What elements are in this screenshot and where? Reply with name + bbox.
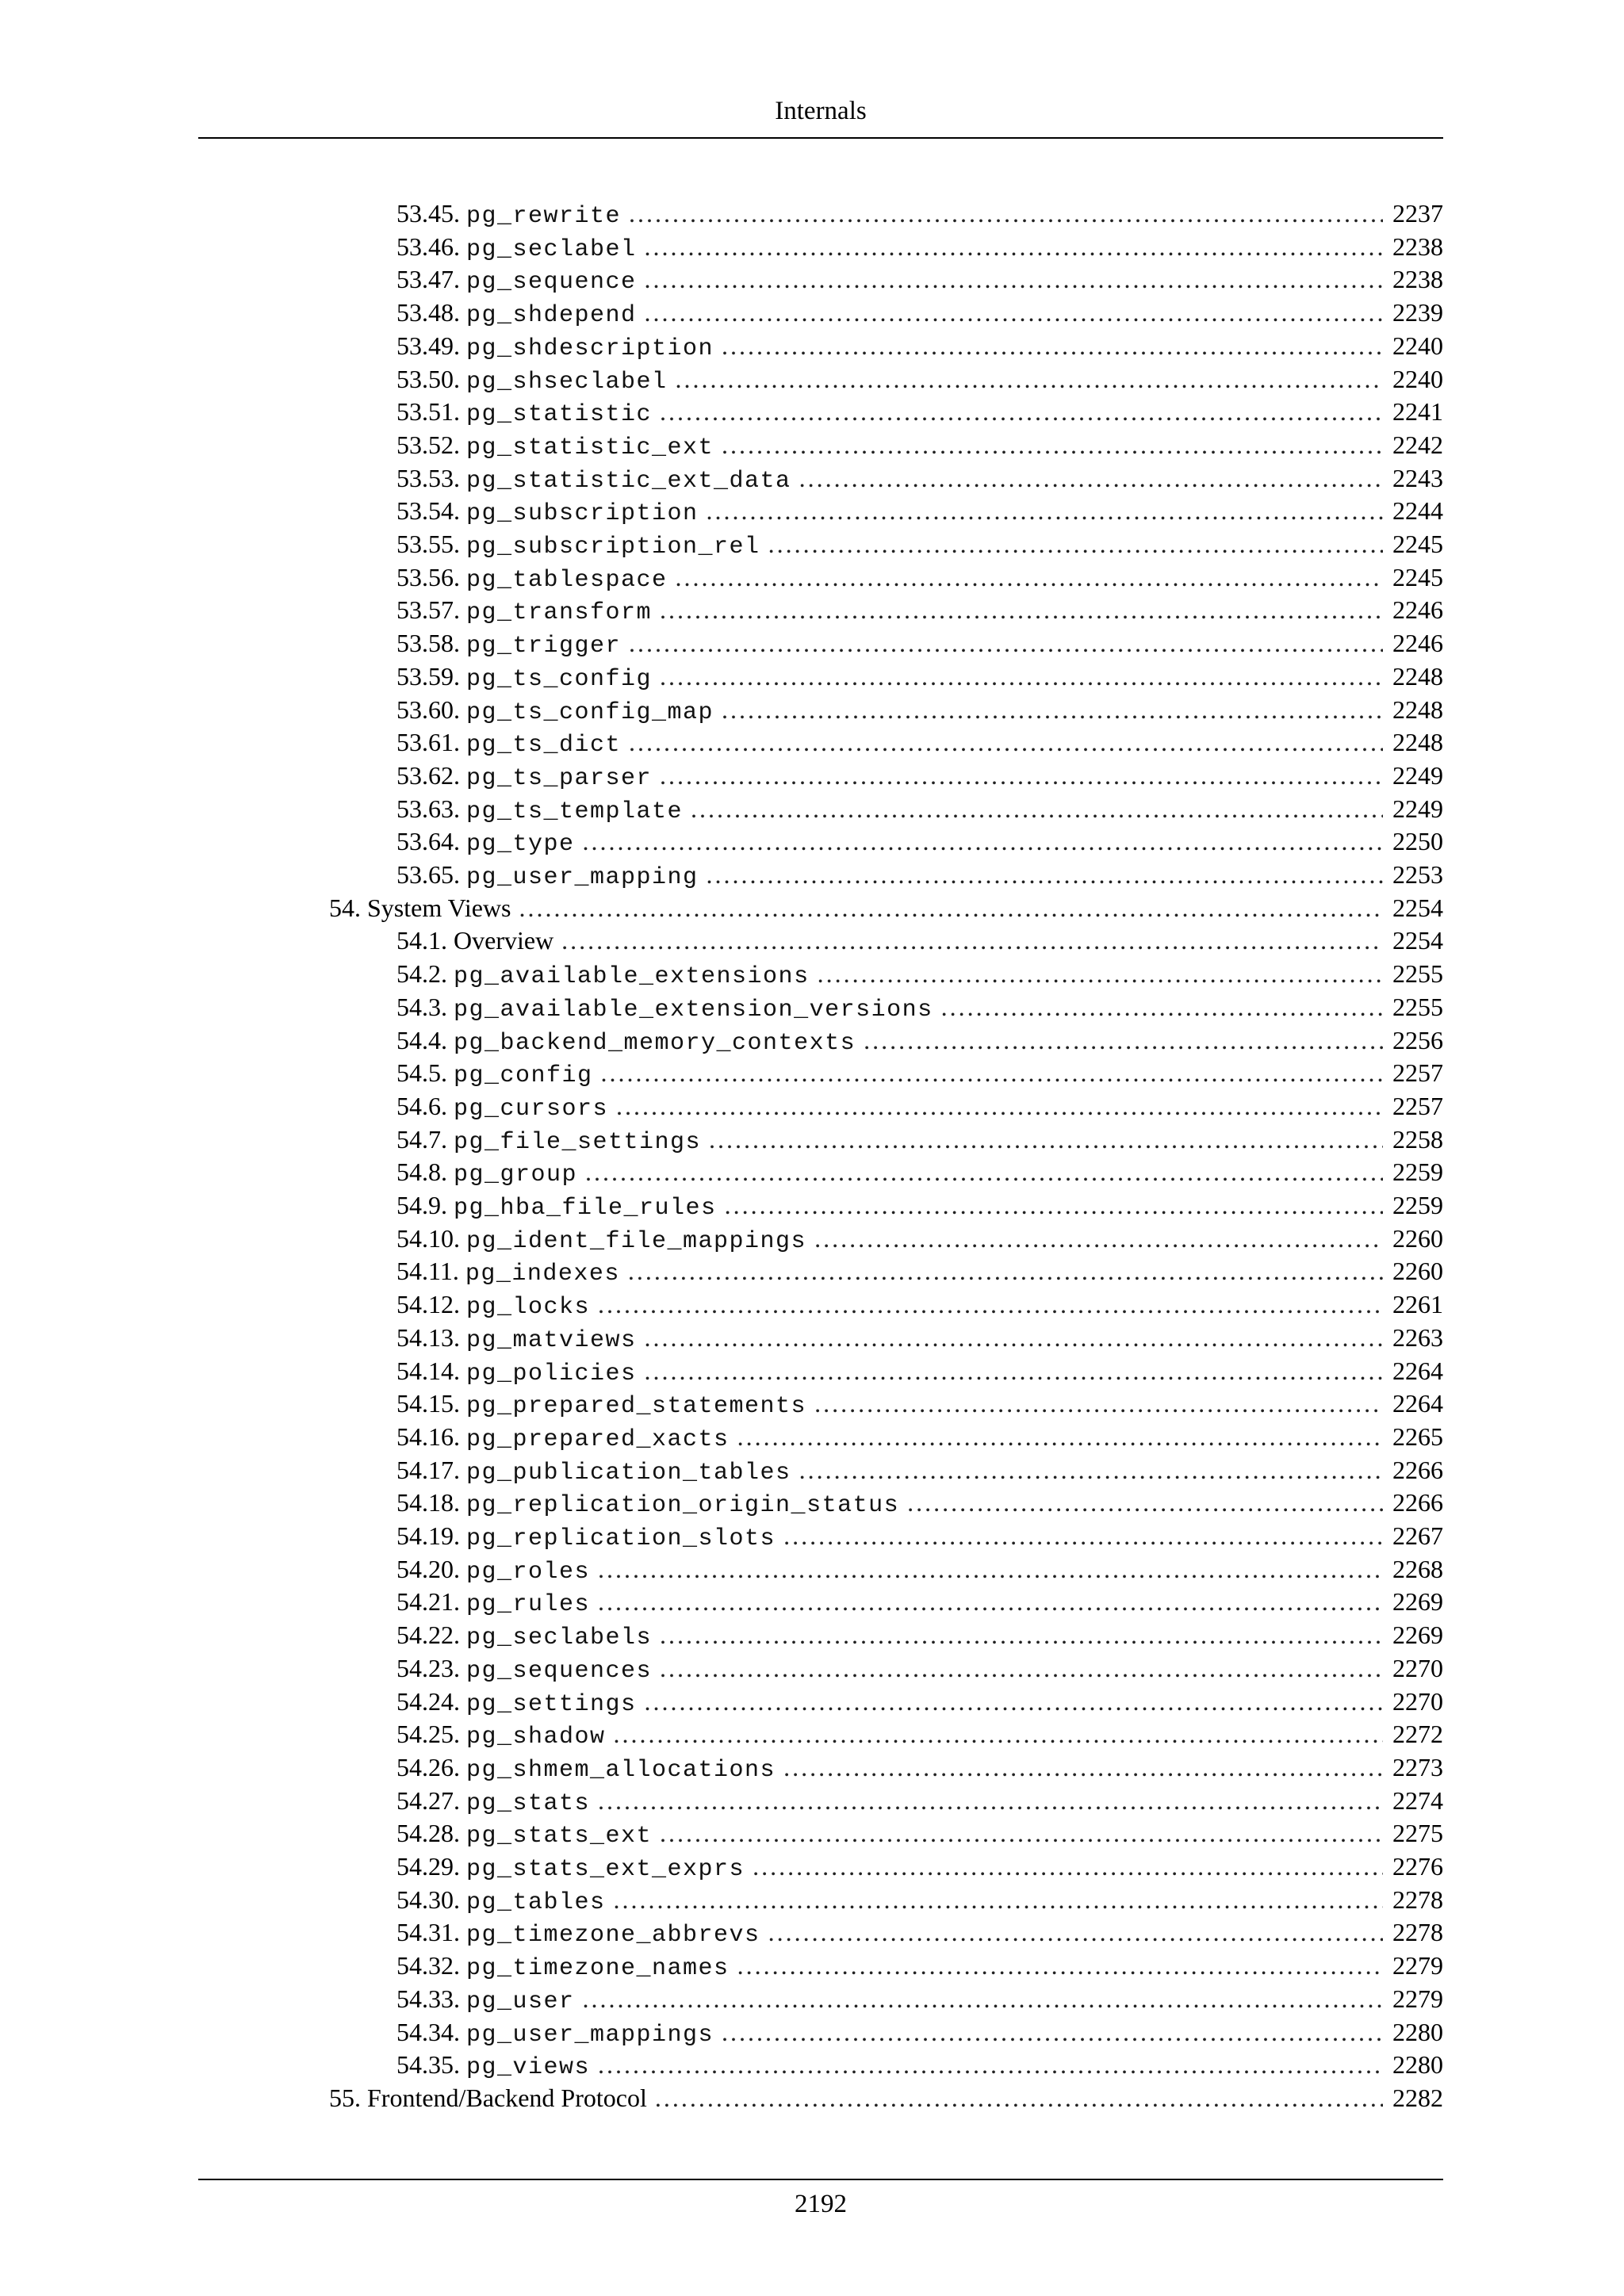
dot-leader [799, 1454, 1383, 1487]
toc-entry-page-number[interactable]: 2248 [1392, 728, 1443, 757]
toc-entry-page-number[interactable]: 2270 [1392, 1653, 1443, 1682]
toc-entry-number: 54.6. [396, 1091, 447, 1120]
toc-entry-page-number[interactable]: 2246 [1392, 629, 1443, 658]
dot-leader [583, 1983, 1383, 2016]
toc-entry-title[interactable]: pg_transform [466, 599, 653, 627]
toc-entry-title[interactable]: pg_tablespace [466, 566, 668, 594]
toc-entry[interactable] [396, 1024, 1443, 1058]
toc-entry-page-number[interactable]: 2244 [1392, 496, 1443, 526]
toc-entry[interactable] [396, 1189, 1443, 1223]
toc-entry[interactable] [396, 197, 1443, 231]
dot-leader [660, 760, 1383, 793]
toc-entry-page-number[interactable]: 2239 [1392, 298, 1443, 327]
toc-entry-title[interactable]: pg_shdescription [466, 335, 714, 362]
toc-entry-number: 54.8. [396, 1158, 447, 1187]
dot-leader [941, 991, 1383, 1024]
toc-entry[interactable] [396, 1090, 1443, 1123]
page-number: 2192 [795, 2190, 847, 2218]
dot-leader [629, 197, 1383, 231]
toc-entry-number: 53.65. [396, 860, 460, 889]
dot-leader [629, 627, 1383, 660]
toc-entry-number: 54.31. [396, 1918, 460, 1947]
toc-entry-number: 54.28. [396, 1819, 460, 1848]
dot-leader [737, 1421, 1383, 1454]
toc-entry-number: 54.32. [396, 1951, 460, 1980]
toc-entry-number: 54.20. [396, 1554, 460, 1583]
dot-leader [864, 1024, 1383, 1058]
toc-entry[interactable] [396, 1983, 1443, 2016]
header-rule [198, 137, 1443, 139]
toc-entry-title[interactable]: pg_backend_memory_contexts [454, 1029, 856, 1057]
toc-entry-title[interactable]: pg_seclabels [466, 1624, 653, 1652]
toc-entry[interactable] [396, 1785, 1443, 1818]
toc-entry-title[interactable]: pg_trigger [466, 633, 622, 660]
dot-leader [768, 528, 1383, 561]
toc-entry-page-number[interactable]: 2269 [1392, 1587, 1443, 1617]
toc-entry-number: 53.56. [396, 562, 460, 591]
toc-entry-title[interactable]: pg_available_extensions [454, 963, 810, 991]
toc-entry-page-number[interactable]: 2245 [1392, 530, 1443, 558]
toc-entry-title[interactable]: pg_stats_ext_exprs [466, 1856, 745, 1883]
dot-leader [707, 495, 1383, 528]
dot-leader [737, 1950, 1383, 1983]
toc-entry-number: 54.7. [396, 1124, 447, 1154]
toc-entry-title[interactable]: pg_shseclabel [466, 368, 668, 396]
toc-entry[interactable] [396, 1387, 1443, 1421]
toc-entry[interactable] [396, 363, 1443, 396]
toc-entry[interactable] [396, 1652, 1443, 1686]
dot-leader [616, 1090, 1383, 1123]
toc-entry-number: 53.52. [396, 430, 460, 459]
toc-entry-title[interactable]: pg_publication_tables [466, 1459, 791, 1487]
toc-entry-page-number[interactable]: 2260 [1392, 1257, 1443, 1286]
dot-leader [645, 263, 1383, 297]
toc-entry[interactable] [396, 462, 1443, 496]
toc-entry-number: 54.12. [396, 1290, 460, 1319]
toc-entry-page-number[interactable]: 2254 [1392, 926, 1443, 955]
footer-rule [198, 2179, 1443, 2180]
toc-entry-number: 53.53. [396, 463, 460, 492]
dot-leader [645, 1322, 1383, 1355]
toc-entry-title[interactable]: pg_subscription [466, 500, 699, 528]
toc-entry-page-number[interactable]: 2237 [1392, 199, 1443, 228]
toc-entry-title[interactable]: pg_ts_config_map [466, 698, 714, 726]
dot-leader [583, 825, 1383, 859]
toc-entry-title[interactable]: pg_user_mappings [466, 2021, 714, 2049]
toc-entry-number: 54.33. [396, 1984, 460, 2013]
toc-entry-number: 54.34. [396, 2017, 460, 2046]
toc-entry-title[interactable]: pg_file_settings [454, 1128, 702, 1156]
toc-entry-title[interactable]: pg_prepared_statements [466, 1393, 807, 1421]
dot-leader [722, 2016, 1383, 2049]
toc-entry-title[interactable]: pg_seclabel [466, 235, 637, 263]
toc-entry-title[interactable]: pg_views [466, 2054, 591, 2082]
toc-entry-page-number[interactable]: 2274 [1392, 1785, 1443, 1815]
dot-leader [722, 429, 1383, 462]
dot-leader [629, 726, 1383, 760]
toc-entry[interactable] [396, 1355, 1443, 1388]
toc-entry-page-number[interactable]: 2248 [1392, 695, 1443, 724]
dot-leader [645, 231, 1383, 264]
toc-entry[interactable] [396, 1223, 1443, 1256]
toc-entry-title[interactable]: Frontend/Backend Protocol [367, 2083, 647, 2112]
toc-entry-title[interactable]: pg_replication_slots [466, 1525, 776, 1552]
toc-entry-title[interactable]: pg_rules [466, 1591, 591, 1619]
toc-entry-page-number[interactable]: 2256 [1392, 1025, 1443, 1054]
toc-entry-page-number[interactable]: 2264 [1392, 1389, 1443, 1418]
toc-entry[interactable] [396, 1454, 1443, 1487]
dot-leader [645, 1686, 1383, 1719]
toc-entry-page-number[interactable]: 2270 [1392, 1686, 1443, 1716]
toc-entry[interactable] [329, 892, 1443, 925]
toc-entry-number: 54.10. [396, 1223, 460, 1253]
toc-entry-number: 53.64. [396, 827, 460, 856]
toc-entry-title[interactable]: Overview [454, 926, 554, 955]
toc-entry-number: 53.54. [396, 496, 460, 526]
toc-entry-page-number[interactable]: 2275 [1392, 1819, 1443, 1848]
dot-leader [601, 1057, 1383, 1090]
toc-entry-number: 53.46. [396, 232, 460, 261]
toc-entry-title[interactable]: pg_indexes [465, 1261, 620, 1288]
toc-entry-page-number[interactable]: 2254 [1392, 893, 1443, 922]
toc-entry-number: 54.18. [396, 1488, 460, 1517]
dot-leader [660, 660, 1383, 694]
toc-entry-title[interactable]: pg_available_extension_versions [454, 996, 933, 1024]
toc-entry-number: 53.61. [396, 728, 460, 757]
dot-leader [614, 1718, 1383, 1751]
toc-entry-number: 54.21. [396, 1587, 460, 1617]
toc-entry-number: 53.45. [396, 199, 460, 228]
toc-entry-number: 53.55. [396, 530, 460, 558]
toc-entry-number: 54.11. [396, 1257, 459, 1286]
toc-entry-page-number[interactable]: 2258 [1392, 1124, 1443, 1154]
toc-entry[interactable] [396, 1553, 1443, 1586]
dot-leader [585, 1156, 1383, 1189]
toc-entry-page-number[interactable]: 2282 [1392, 2083, 1443, 2112]
toc-entry-page-number[interactable]: 2276 [1392, 1852, 1443, 1881]
toc-entry-page-number[interactable]: 2269 [1392, 1621, 1443, 1650]
toc-entry[interactable] [396, 528, 1443, 561]
toc-entry[interactable] [396, 859, 1443, 892]
dot-leader [660, 1652, 1383, 1686]
toc-entry-page-number[interactable]: 2266 [1392, 1455, 1443, 1484]
toc-entry[interactable] [396, 1586, 1443, 1619]
dot-leader [645, 297, 1383, 330]
toc-entry-page-number[interactable]: 2253 [1392, 860, 1443, 889]
dot-leader [519, 892, 1384, 925]
toc-entry[interactable] [396, 1686, 1443, 1719]
toc-entry-title[interactable]: pg_cursors [454, 1095, 609, 1123]
dot-leader [814, 1223, 1383, 1256]
toc-entry[interactable] [396, 1718, 1443, 1751]
dot-leader [753, 1850, 1383, 1884]
toc-entry-title[interactable]: pg_type [466, 831, 575, 859]
toc-entry[interactable] [396, 429, 1443, 462]
toc-entry-number: 53.63. [396, 794, 460, 823]
toc-entry-page-number[interactable]: 2246 [1392, 595, 1443, 625]
toc-entry-page-number[interactable]: 2241 [1392, 397, 1443, 427]
toc-entry[interactable] [329, 2082, 1443, 2115]
toc-entry-title[interactable]: pg_roles [466, 1558, 591, 1586]
toc-entry-number: 55. [329, 2083, 361, 2112]
toc-entry-title[interactable]: pg_hba_file_rules [454, 1195, 717, 1222]
toc-entry[interactable] [396, 1421, 1443, 1454]
toc-entry[interactable] [396, 1123, 1443, 1157]
toc-entry-number: 54.5. [396, 1058, 447, 1088]
dot-leader [783, 1751, 1383, 1785]
dot-leader [907, 1487, 1383, 1520]
toc-entry-page-number[interactable]: 2259 [1392, 1158, 1443, 1187]
toc-entry[interactable] [396, 991, 1443, 1024]
toc-entry-number: 53.49. [396, 331, 460, 360]
toc-entry-number: 54.27. [396, 1785, 460, 1815]
dot-leader [725, 1189, 1383, 1223]
dot-leader [676, 561, 1383, 595]
toc-entry[interactable] [396, 825, 1443, 859]
dot-leader [598, 1586, 1383, 1619]
toc-entry-page-number[interactable]: 2273 [1392, 1752, 1443, 1781]
toc-entry-page-number[interactable]: 2240 [1392, 331, 1443, 360]
dot-leader [709, 1123, 1383, 1157]
toc-entry[interactable] [396, 330, 1443, 363]
toc-entry[interactable] [396, 1487, 1443, 1520]
toc-entry[interactable] [396, 760, 1443, 793]
dot-leader [598, 2049, 1383, 2082]
toc-entry-title[interactable]: pg_user [466, 1988, 575, 2015]
toc-entry-page-number[interactable]: 2257 [1392, 1058, 1443, 1088]
toc-entry-title[interactable]: pg_ts_parser [466, 764, 653, 792]
toc-entry-title[interactable]: pg_shadow [466, 1724, 606, 1751]
toc-entry-number: 54.14. [396, 1356, 460, 1385]
toc-entry-title[interactable]: pg_ident_file_mappings [466, 1227, 807, 1255]
toc-entry-number: 53.58. [396, 629, 460, 658]
toc-entry[interactable] [396, 660, 1443, 694]
toc-entry[interactable] [396, 1950, 1443, 1983]
toc-entry-title[interactable]: pg_sequence [466, 269, 637, 297]
toc-entry-title[interactable]: pg_user_mapping [466, 864, 699, 891]
toc-entry-page-number[interactable]: 2238 [1392, 232, 1443, 261]
toc-entry-title[interactable]: pg_stats [466, 1789, 591, 1817]
dot-leader [783, 1520, 1383, 1553]
toc-entry[interactable] [396, 793, 1443, 826]
dot-leader [722, 694, 1383, 727]
toc-entry-page-number[interactable]: 2261 [1392, 1290, 1443, 1319]
toc-entry-page-number[interactable]: 2255 [1392, 959, 1443, 989]
toc-entry-page-number[interactable]: 2278 [1392, 1885, 1443, 1914]
running-header: Internals [775, 97, 867, 125]
toc-entry[interactable] [396, 694, 1443, 727]
dot-leader [768, 1916, 1383, 1950]
dot-leader [598, 1553, 1383, 1586]
toc-entry-page-number[interactable]: 2240 [1392, 364, 1443, 393]
toc-entry-number: 54.16. [396, 1422, 460, 1451]
toc-entry-title[interactable]: pg_group [454, 1161, 578, 1189]
toc-entry[interactable] [396, 726, 1443, 760]
toc-entry[interactable] [396, 1884, 1443, 1917]
toc-entry-title[interactable]: pg_shmem_allocations [466, 1756, 776, 1784]
toc-entry-page-number[interactable]: 2255 [1392, 992, 1443, 1021]
toc-entry[interactable] [396, 1619, 1443, 1652]
toc-entry-title[interactable]: System Views [367, 893, 511, 922]
toc-entry-title[interactable]: pg_timezone_abbrevs [466, 1922, 760, 1950]
toc-entry[interactable] [396, 231, 1443, 264]
toc-entry[interactable] [396, 1520, 1443, 1553]
toc-entry-number: 53.59. [396, 661, 460, 691]
toc-entry[interactable] [396, 924, 1443, 958]
toc-entry[interactable] [396, 627, 1443, 660]
toc-entry-number: 54.29. [396, 1852, 460, 1881]
dot-leader [645, 1355, 1383, 1388]
dot-leader [660, 594, 1383, 627]
toc-entry-number: 54.4. [396, 1025, 447, 1054]
toc-entry-page-number[interactable]: 2263 [1392, 1322, 1443, 1352]
toc-entry-number: 54. [329, 893, 361, 922]
toc-entry-title[interactable]: pg_stats_ext [466, 1823, 653, 1850]
toc-entry-title[interactable]: pg_statistic_ext [466, 434, 714, 461]
dot-leader [660, 1619, 1383, 1652]
toc-entry-number: 54.22. [396, 1621, 460, 1650]
toc-entry[interactable] [396, 1057, 1443, 1090]
toc-entry-number: 53.60. [396, 695, 460, 724]
toc-entry-title[interactable]: pg_sequences [466, 1657, 653, 1685]
toc-entry-number: 54.13. [396, 1322, 460, 1352]
toc-entry-number: 53.47. [396, 265, 460, 294]
toc-entry[interactable] [396, 396, 1443, 429]
toc-entry-title[interactable]: pg_ts_template [466, 798, 684, 825]
dot-leader [818, 958, 1383, 991]
dot-leader [598, 1785, 1383, 1818]
toc-entry-number: 54.9. [396, 1191, 447, 1219]
dot-leader [660, 1817, 1383, 1850]
toc-entry-title[interactable]: pg_policies [466, 1360, 637, 1387]
toc-entry-number: 54.17. [396, 1455, 460, 1484]
dot-leader [814, 1387, 1383, 1421]
toc-entry[interactable] [396, 958, 1443, 991]
toc-entry-page-number[interactable]: 2272 [1392, 1720, 1443, 1749]
toc-entry-page-number[interactable]: 2280 [1392, 2050, 1443, 2080]
toc-entry-page-number[interactable]: 2280 [1392, 2017, 1443, 2046]
dot-leader [614, 1884, 1383, 1917]
toc-entry-title[interactable]: pg_ts_dict [466, 732, 622, 760]
toc-entry[interactable] [396, 1288, 1443, 1322]
dot-leader [691, 793, 1383, 826]
toc-entry-title[interactable]: pg_shdepend [466, 302, 637, 330]
toc-entry-page-number[interactable]: 2279 [1392, 1984, 1443, 2013]
toc-entry-page-number[interactable]: 2264 [1392, 1356, 1443, 1385]
toc-entry-number: 54.1. [396, 926, 447, 955]
toc-entry[interactable] [396, 1255, 1443, 1288]
toc-entry-title[interactable]: pg_statistic_ext_data [466, 467, 791, 495]
toc-entry-page-number[interactable]: 2278 [1392, 1918, 1443, 1947]
toc-entry-number: 54.25. [396, 1720, 460, 1749]
toc-entry-number: 54.23. [396, 1653, 460, 1682]
toc-entry[interactable] [396, 495, 1443, 528]
toc-entry-page-number[interactable]: 2268 [1392, 1554, 1443, 1583]
toc-entry-title[interactable]: pg_tables [466, 1888, 606, 1916]
toc-entry-page-number[interactable]: 2266 [1392, 1488, 1443, 1517]
dot-leader [561, 924, 1383, 958]
toc-entry-page-number[interactable]: 2242 [1392, 430, 1443, 459]
toc-entry-page-number[interactable]: 2259 [1392, 1191, 1443, 1219]
dot-leader [722, 330, 1383, 363]
toc-entry[interactable] [396, 1156, 1443, 1189]
toc-entry-number: 54.2. [396, 959, 447, 989]
toc-entry-number: 53.51. [396, 397, 460, 427]
toc-entry[interactable] [396, 2016, 1443, 2049]
dot-leader [655, 2082, 1383, 2115]
toc-entry-page-number[interactable]: 2267 [1392, 1521, 1443, 1550]
toc-entry[interactable] [396, 594, 1443, 627]
toc-entry-page-number[interactable]: 2243 [1392, 463, 1443, 492]
toc-entry-title[interactable]: pg_statistic [466, 401, 653, 429]
dot-leader [660, 396, 1383, 429]
toc-entry[interactable] [396, 263, 1443, 297]
toc-entry[interactable] [396, 1850, 1443, 1884]
toc-entry-page-number[interactable]: 2245 [1392, 562, 1443, 591]
toc-entry-title[interactable]: pg_replication_origin_status [466, 1492, 900, 1520]
toc-entry[interactable] [396, 1751, 1443, 1785]
toc-entry-page-number[interactable]: 2257 [1392, 1091, 1443, 1120]
dot-leader [628, 1255, 1383, 1288]
dot-leader [799, 462, 1383, 496]
toc-entry-number: 53.50. [396, 364, 460, 393]
toc-entry-page-number[interactable]: 2260 [1392, 1223, 1443, 1253]
toc-entry-title[interactable]: pg_config [454, 1062, 593, 1090]
toc-entry-page-number[interactable]: 2265 [1392, 1422, 1443, 1451]
toc-entry-number: 54.35. [396, 2050, 460, 2080]
dot-leader [676, 363, 1383, 396]
toc-entry-page-number[interactable]: 2279 [1392, 1951, 1443, 1980]
toc-entry-title[interactable]: pg_locks [466, 1294, 591, 1322]
toc-entry-page-number[interactable]: 2249 [1392, 760, 1443, 790]
toc-entry-title[interactable]: pg_prepared_xacts [466, 1425, 730, 1453]
toc-entry-page-number[interactable]: 2238 [1392, 265, 1443, 294]
toc-entry-title[interactable]: pg_settings [466, 1690, 637, 1718]
toc-entry[interactable] [396, 561, 1443, 595]
toc-entry-number: 54.3. [396, 992, 447, 1021]
toc-entry-number: 53.48. [396, 298, 460, 327]
toc-entry[interactable] [396, 1916, 1443, 1950]
toc-entry-title[interactable]: pg_rewrite [466, 203, 622, 230]
toc-entry-title[interactable]: pg_matviews [466, 1326, 637, 1354]
toc-entry[interactable] [396, 2049, 1443, 2082]
dot-leader [598, 1288, 1383, 1322]
toc-entry-title[interactable]: pg_ts_config [466, 665, 653, 693]
toc-entry-page-number[interactable]: 2249 [1392, 794, 1443, 823]
toc-entry-title[interactable]: pg_subscription_rel [466, 534, 760, 561]
toc-entry[interactable] [396, 1322, 1443, 1355]
toc-entry-title[interactable]: pg_timezone_names [466, 1955, 730, 1983]
toc-entry-number: 54.26. [396, 1752, 460, 1781]
toc-entry-number: 54.19. [396, 1521, 460, 1550]
toc-entry-page-number[interactable]: 2250 [1392, 827, 1443, 856]
toc-entry[interactable] [396, 1817, 1443, 1850]
toc-entry-number: 53.62. [396, 760, 460, 790]
toc-entry-number: 54.15. [396, 1389, 460, 1418]
toc-entry-number: 53.57. [396, 595, 460, 625]
toc-entry-number: 54.24. [396, 1686, 460, 1716]
toc-entry-page-number[interactable]: 2248 [1392, 661, 1443, 691]
toc-entry-number: 54.30. [396, 1885, 460, 1914]
toc-entry[interactable] [396, 297, 1443, 330]
dot-leader [707, 859, 1383, 892]
